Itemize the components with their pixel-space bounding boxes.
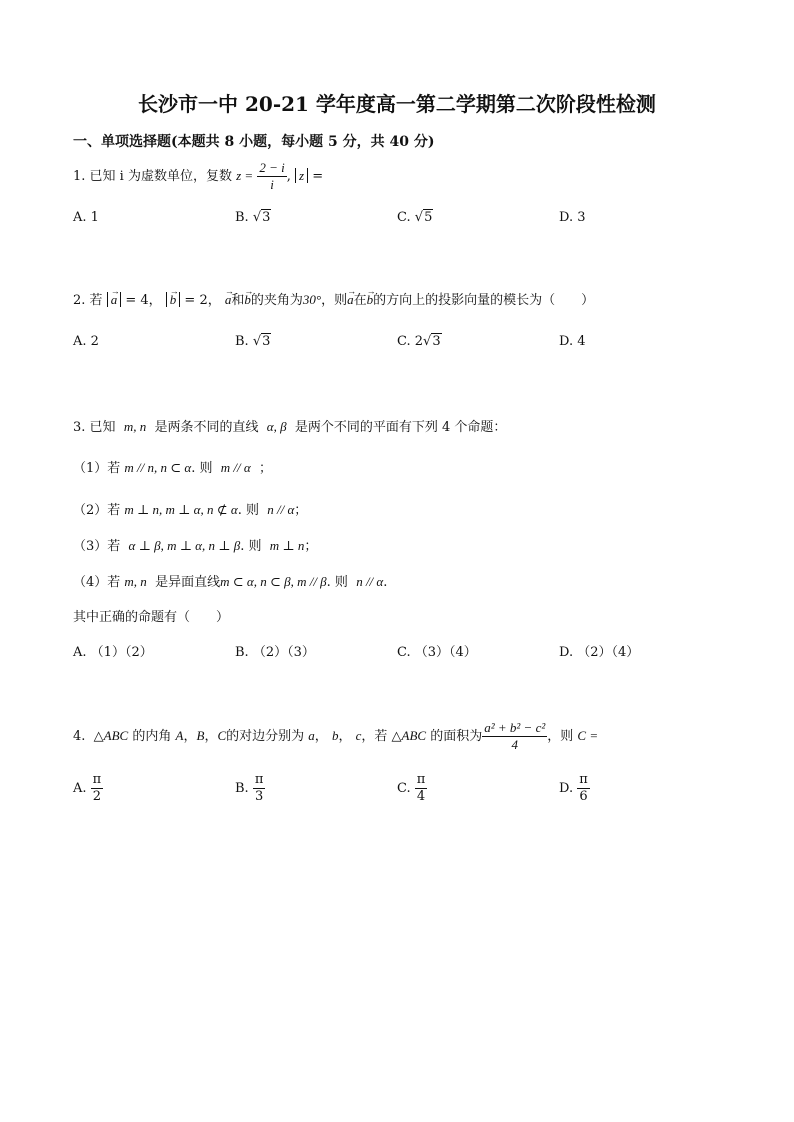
q4-option-a-den: 2 (92, 789, 102, 804)
q2-option-d-value: 4 (577, 334, 586, 349)
q2-option-c-label: C. (397, 334, 411, 349)
q2-option-b-label: B. (235, 334, 249, 349)
q3-p1-cond: m // n, n ⊂ α (124, 460, 192, 475)
q3-p3-label: （3）若 (73, 539, 121, 554)
q4-option-b-num: π (254, 772, 264, 787)
q1-option-a-value: 1 (90, 210, 99, 225)
q4-option-d-label: D. (559, 781, 574, 796)
q4-option-a-label: A. (73, 781, 87, 796)
q2-vector-a-2: → a (225, 291, 232, 309)
q4-option-c-num: π (416, 772, 426, 787)
q4-side-c: c (355, 728, 362, 743)
q2-tail: 的方向上的投影向量的模长为（ ） (373, 293, 595, 308)
q4-option-d[interactable] (559, 772, 590, 805)
q4-option-a-fraction (91, 772, 104, 805)
q3-p1-label: （1）若 (73, 461, 121, 476)
q2-option-a-value: 2 (90, 334, 99, 349)
q1-option-c-sqrt: √5 (414, 210, 433, 225)
question-2 (73, 291, 594, 310)
q3-ab: α, β (266, 419, 287, 434)
q3-p4-cond2: m ⊂ α, n ⊂ β, m // β (220, 574, 327, 589)
q2-option-b-sqrt: √3 (252, 334, 271, 349)
q4-option-a[interactable] (73, 772, 103, 805)
q2-option-d[interactable] (559, 334, 586, 349)
q3-intro: 已知 (89, 420, 116, 435)
q3-number: 3. (73, 420, 86, 435)
q3-mn: m, n (123, 419, 147, 434)
q3-p2-label: （2）若 (73, 503, 121, 518)
q3-option-c-value: （3）（4） (414, 645, 477, 660)
q2-option-d-label: D. (559, 334, 574, 349)
q4-option-b[interactable] (235, 772, 265, 805)
q1-option-c[interactable] (397, 210, 433, 225)
q3-proposition-3 (73, 537, 317, 556)
q4-option-b-label: B. (235, 781, 249, 796)
q2-eq2: = 2， (184, 293, 221, 308)
q2-number: 2. (73, 293, 86, 308)
q4-option-c-label: C. (397, 781, 411, 796)
q2-vector-a-3: → a (347, 291, 354, 309)
q3-option-a-value: （1）（2） (90, 645, 153, 660)
q1-option-b[interactable] (235, 210, 271, 225)
q4-option-b-den: 3 (254, 789, 264, 804)
q3-tail: 是两个不同的平面有下列 4 个命题： (294, 420, 507, 435)
q3-p4-label: （4）若 (73, 575, 121, 590)
q3-p4-mid: 是异面直线 (155, 575, 221, 590)
q3-proposition-2 (73, 501, 307, 520)
q4-angle-a: A (175, 728, 184, 743)
q1-option-d[interactable] (559, 210, 586, 225)
q2-option-a-label: A. (73, 334, 87, 349)
q4-triangle: △ABC (93, 728, 129, 743)
q1-option-b-value: 3 (262, 210, 271, 225)
q4-c-equals: C = (577, 728, 599, 743)
q3-p1-then: . 则 (191, 461, 213, 476)
q4-angle-b: B (196, 728, 205, 743)
page-title: 长沙市一中 20-21 学年度高一第二学期第二次阶段性检测 (138, 92, 656, 116)
q3-p4-then: . 则 (326, 575, 348, 590)
section-heading: 一、单项选择题(本题共 8 小题，每小题 5 分，共 40 分) (73, 134, 435, 150)
q4-option-c-den: 4 (416, 789, 426, 804)
q3-p3-result: m ⊥ n (269, 538, 305, 553)
q4-option-d-num: π (579, 772, 588, 787)
q3-option-a-label: A. (73, 645, 87, 660)
q3-option-b-value: （2）（3） (252, 645, 315, 660)
q4-frac-denominator: 4 (511, 737, 518, 752)
q4-text4: 的面积为 (430, 729, 483, 744)
q1-z: z = (236, 168, 254, 183)
q4-text2: 的对边分别为 (226, 729, 305, 744)
q2-abs-b (166, 292, 181, 307)
q3-option-b-label: B. (235, 645, 249, 660)
q3-option-a[interactable] (73, 641, 153, 660)
q2-option-c-sqrt: √3 (423, 334, 441, 349)
q3-option-b[interactable] (235, 641, 315, 660)
q2-then: ，则 (321, 293, 348, 308)
q3-p1-result: m // α (220, 460, 251, 475)
question-4: 4. △ABC 的内角 A，B，C的对边分别为 a， b， c，若 △ABC 的面积为 $\frac{\text{a² + b² − c²}}{4}$ ，则 C = (73, 720, 599, 752)
q3-p4-result: n // α (356, 574, 384, 589)
q1-option-d-label: D. (559, 210, 574, 225)
q3-p2-result: n // α (267, 502, 295, 517)
q2-abs-a (107, 292, 122, 307)
q2-and: 和 (231, 293, 245, 308)
q3-p2-cond: m ⊥ n, m ⊥ α, n ⊄ α (124, 502, 238, 517)
q3-p3-then: . 则 (240, 539, 262, 554)
q3-p2-end: ； (294, 503, 308, 518)
q4-option-d-den: 6 (579, 789, 588, 804)
q4-text1: 的内角 (132, 729, 172, 744)
q2-vector-b-2: → b (244, 291, 251, 309)
q1-option-a[interactable] (73, 210, 99, 225)
q4-option-b-fraction (253, 772, 266, 805)
q2-option-c-coef: 2 (414, 334, 424, 349)
q2-option-c-rad: 3 (432, 334, 441, 349)
q2-option-c[interactable] (397, 334, 442, 349)
q1-option-c-label: C. (397, 210, 411, 225)
q2-eq4: = 4， (125, 293, 162, 308)
q3-proposition-1 (73, 459, 272, 478)
question-1 (73, 160, 323, 193)
q3-p3-cond: α ⊥ β, m ⊥ α, n ⊥ β (128, 538, 241, 553)
q1-equals: = (312, 169, 324, 184)
q4-option-a-num: π (92, 772, 102, 787)
q1-frac-numerator: 2 − i (259, 160, 285, 175)
q3-ask: 其中正确的命题有（ ） (73, 610, 230, 625)
q1-option-b-label: B. (235, 210, 249, 225)
q2-angle-text: 的夹角为 (250, 293, 303, 308)
q3-mid: 是两条不同的直线 (154, 420, 259, 435)
q4-area-fraction (482, 720, 547, 753)
q2-vector-b-3: → b (367, 291, 374, 309)
q3-option-c-label: C. (397, 645, 411, 660)
q1-abs-z: z (295, 168, 308, 183)
q4-side-a: a (308, 728, 315, 743)
q4-option-d-fraction (577, 772, 590, 805)
q2-option-a[interactable] (73, 334, 99, 349)
q1-option-d-value: 3 (577, 210, 586, 225)
q4-text5: ，则 (547, 729, 574, 744)
q2-option-b[interactable] (235, 334, 271, 349)
q1-comma: , (286, 169, 291, 184)
q1-number: 1. (73, 169, 86, 184)
q3-option-d-value: （2）（4） (577, 645, 640, 660)
q2-vector-a: → a (111, 291, 118, 309)
q3-p2-then: . 则 (237, 503, 259, 518)
q3-p3-end: ； (304, 539, 318, 554)
q3-option-d-label: D. (559, 645, 574, 660)
q4-angle-c: C (217, 728, 227, 743)
q3-p4-cond: m, n (124, 574, 147, 589)
q4-frac-numerator: a² + b² − c² (484, 720, 546, 735)
q1-option-a-label: A. (73, 210, 87, 225)
question-3 (73, 418, 506, 437)
q4-option-c[interactable] (397, 772, 427, 805)
q4-number: 4. (73, 729, 86, 744)
q1-option-c-value: 5 (424, 210, 433, 225)
q3-p1-end: ； (258, 461, 272, 476)
q3-p4-end: . (383, 575, 388, 590)
q4-text3: ，若 (361, 729, 388, 744)
q3-proposition-4 (73, 573, 387, 592)
q3-option-d[interactable] (559, 641, 639, 660)
q2-vector-b: → b (170, 291, 177, 309)
q4-option-c-fraction (415, 772, 428, 805)
q4-side-b: b (331, 728, 339, 743)
q2-option-b-value: 3 (262, 334, 271, 349)
q1-option-b-sqrt: √3 (252, 210, 271, 225)
q4-triangle-2: △ABC (391, 728, 427, 743)
q1-text: 已知 i 为虚数单位，复数 (89, 169, 232, 184)
q2-if: 若 (89, 293, 103, 308)
q1-frac-denominator: i (270, 177, 274, 192)
q2-angle: 30° (302, 292, 322, 307)
q3-option-c[interactable] (397, 641, 477, 660)
q1-fraction (257, 160, 286, 193)
q2-on: 在 (353, 293, 367, 308)
